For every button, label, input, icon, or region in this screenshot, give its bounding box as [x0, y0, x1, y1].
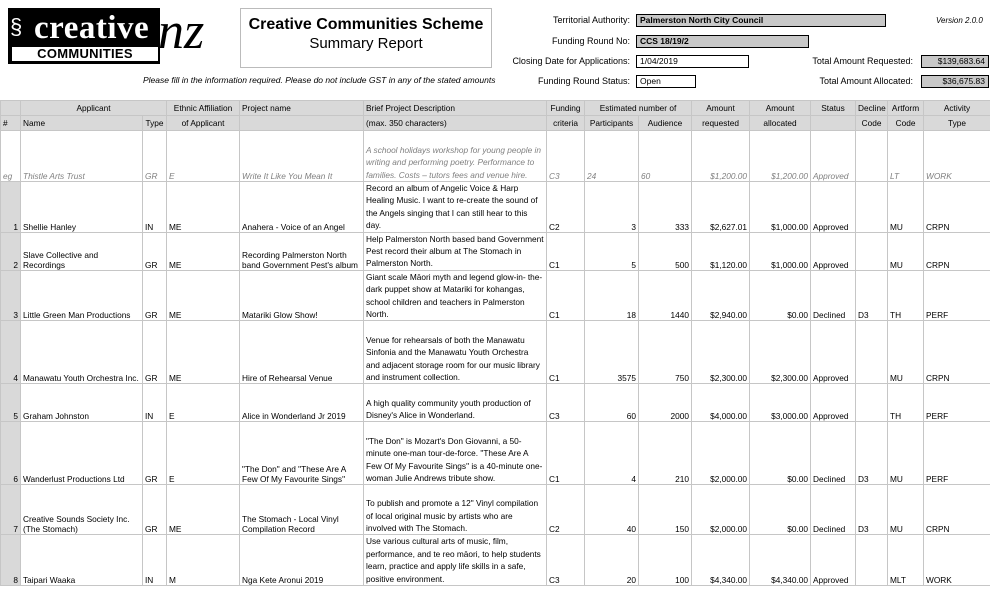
amount-requested[interactable]: $2,000.00 [692, 422, 750, 485]
artform-code[interactable]: LT [888, 131, 924, 182]
header-amount-requested: Amount [692, 101, 750, 116]
table-row [1, 485, 990, 535]
participants[interactable]: 4 [585, 422, 639, 485]
amount-requested[interactable]: $4,000.00 [692, 384, 750, 422]
amount-allocated[interactable]: $3,000.00 [750, 384, 811, 422]
total-requested-label: Total Amount Requested: [812, 56, 913, 66]
audience[interactable]: 500 [639, 232, 692, 270]
decline-code[interactable]: D3 [856, 485, 888, 535]
row-number: 3 [1, 270, 21, 321]
project-description[interactable]: "The Don" is Mozart's Don Giovanni, a 50-minute one-man tour-de-force. "These Are A Few Of My Favourite Sings" is a 40-minute one-woman Julie Andrews tribute show. [364, 422, 547, 485]
logo-word-nz: nz [158, 3, 205, 60]
applicant-name[interactable]: Little Green Man Productions [21, 270, 143, 321]
project-name[interactable]: Matariki Glow Show! [240, 270, 364, 321]
audience[interactable]: 750 [639, 321, 692, 384]
artform-code[interactable]: MU [888, 232, 924, 270]
artform-code[interactable]: MLT [888, 535, 924, 586]
row-number: 4 [1, 321, 21, 384]
header-artform-2: Code [888, 116, 924, 131]
header-estimated: Estimated number of [585, 101, 692, 116]
applicant-name[interactable]: Shellie Hanley [21, 182, 143, 233]
decline-code[interactable] [856, 384, 888, 422]
amount-allocated[interactable]: $1,200.00 [750, 131, 811, 182]
header-activity: Activity [924, 101, 990, 116]
funding-criteria[interactable]: C2 [547, 182, 585, 233]
ethnic-affiliation[interactable]: ME [167, 485, 240, 535]
status[interactable]: Approved [811, 535, 856, 586]
applicant-name[interactable]: Creative Sounds Society Inc. (The Stomach) [21, 485, 143, 535]
funding-criteria[interactable]: C2 [547, 485, 585, 535]
closing-date-label: Closing Date for Applications: [512, 56, 630, 66]
project-description[interactable]: To publish and promote a 12" Vinyl compilation of local original music by artists who are involved with The Stomach. [364, 485, 547, 535]
applicant-name[interactable]: Slave Collective and Recordings [21, 232, 143, 270]
header-name: Name [21, 116, 143, 131]
total-requested-value: $139,683.64 [921, 55, 989, 68]
header-applicant: Applicant [21, 101, 167, 116]
header-hash: # [1, 116, 21, 131]
funding-criteria[interactable]: C1 [547, 270, 585, 321]
funding-criteria[interactable]: C3 [547, 535, 585, 586]
activity-type[interactable]: CRPN [924, 321, 990, 384]
participants[interactable]: 40 [585, 485, 639, 535]
decline-code[interactable]: D3 [856, 422, 888, 485]
artform-code[interactable]: MU [888, 182, 924, 233]
header-row-2 [1, 116, 990, 131]
participants[interactable]: 18 [585, 270, 639, 321]
decline-code[interactable]: D3 [856, 270, 888, 321]
project-name[interactable]: Hire of Rehearsal Venue [240, 321, 364, 384]
decline-code[interactable] [856, 131, 888, 182]
audience[interactable]: 150 [639, 485, 692, 535]
header-participants: Participants [585, 116, 639, 131]
activity-type[interactable]: PERF [924, 422, 990, 485]
header-status: Status [811, 101, 856, 116]
amount-requested[interactable]: $1,200.00 [692, 131, 750, 182]
applicant-type[interactable]: GR [143, 232, 167, 270]
header-project: Project name [240, 101, 364, 116]
artform-code[interactable]: MU [888, 422, 924, 485]
applicant-type[interactable]: GR [143, 422, 167, 485]
amount-requested[interactable]: $2,000.00 [692, 485, 750, 535]
applicant-type[interactable]: IN [143, 384, 167, 422]
applicant-type[interactable]: GR [143, 485, 167, 535]
closing-date-field[interactable]: 1/04/2019 [636, 55, 749, 68]
report-title: Creative Communities Scheme [248, 16, 484, 33]
amount-requested[interactable]: $2,940.00 [692, 270, 750, 321]
amount-requested[interactable]: $4,340.00 [692, 535, 750, 586]
project-description[interactable]: Record an album of Angelic Voice & Harp Healing Music. I want to re-create the sound of the Angels singing that I can still hear to this day. [364, 182, 547, 233]
logo-word-creative: creative [34, 10, 150, 46]
project-name[interactable]: Anahera - Voice of an Angel [240, 182, 364, 233]
activity-type[interactable]: CRPN [924, 182, 990, 233]
funding-criteria[interactable]: C1 [547, 422, 585, 485]
participants[interactable]: 3575 [585, 321, 639, 384]
activity-type[interactable]: WORK [924, 535, 990, 586]
artform-code[interactable]: TH [888, 384, 924, 422]
funding-round-status-label: Funding Round Status: [537, 76, 630, 86]
participants[interactable]: 3 [585, 182, 639, 233]
status[interactable]: Declined [811, 485, 856, 535]
row-number: 7 [1, 485, 21, 535]
header-amount-allocated: Amount [750, 101, 811, 116]
activity-type[interactable]: CRPN [924, 485, 990, 535]
header-cell [1, 101, 21, 116]
project-description[interactable]: Help Palmerston North based band Government Pest record their album at The Stomach in Palmerston North. [364, 232, 547, 270]
artform-code[interactable]: TH [888, 270, 924, 321]
amount-requested[interactable]: $2,627.01 [692, 182, 750, 233]
amount-requested[interactable]: $1,120.00 [692, 232, 750, 270]
header-ethnic: Ethnic Affiliation [167, 101, 240, 116]
artform-code[interactable]: MU [888, 485, 924, 535]
header-decline: Decline [856, 101, 888, 116]
applications-table [0, 100, 990, 586]
ethnic-affiliation[interactable]: E [167, 422, 240, 485]
applicant-type[interactable]: GR [143, 321, 167, 384]
ethnic-affiliation[interactable]: E [167, 384, 240, 422]
header-brief: Brief Project Description [364, 101, 547, 116]
header-type: Type [143, 116, 167, 131]
amount-allocated[interactable]: $0.00 [750, 270, 811, 321]
amount-allocated[interactable]: $1,000.00 [750, 182, 811, 233]
project-description[interactable]: Use various cultural arts of music, film, performance, and te reo māori, to help students learn, practice and apply life skills in a safe, positive environment. [364, 535, 547, 586]
status[interactable]: Approved [811, 182, 856, 233]
project-name[interactable]: "The Don" and "These Are A Few Of My Favourite Sings" [240, 422, 364, 485]
header-brief-2: (max. 350 characters) [364, 116, 547, 131]
header-requested-2: requested [692, 116, 750, 131]
table-row [1, 232, 990, 270]
funding-criteria[interactable]: C1 [547, 321, 585, 384]
header-row-1 [1, 101, 990, 116]
funding-criteria[interactable]: C3 [547, 384, 585, 422]
header-funding: Funding [547, 101, 585, 116]
ethnic-affiliation[interactable]: ME [167, 182, 240, 233]
artform-code[interactable]: MU [888, 321, 924, 384]
ethnic-affiliation[interactable]: E [167, 131, 240, 182]
decline-code[interactable] [856, 535, 888, 586]
table-row [1, 384, 990, 422]
table-row [1, 270, 990, 321]
amount-allocated[interactable]: $0.00 [750, 485, 811, 535]
audience[interactable]: 60 [639, 131, 692, 182]
amount-requested[interactable]: $2,300.00 [692, 321, 750, 384]
header-cell [811, 116, 856, 131]
swirl-icon: § [10, 14, 23, 39]
activity-type[interactable]: WORK [924, 131, 990, 182]
project-description[interactable]: Giant scale Māori myth and legend glow-in- the-dark puppet show at Matariki for kohangas, school children and teachers in Palmerston North. [364, 270, 547, 321]
status[interactable]: Approved [811, 232, 856, 270]
row-number: 8 [1, 535, 21, 586]
instruction-text: Please fill in the information required. Please do not include GST in any of the stated amounts [143, 75, 496, 85]
project-description[interactable]: A school holidays workshop for young people in writing and performing poetry. Performance to families. Costs – tutors fees and venue hire. [364, 131, 547, 182]
applicant-name[interactable]: Thistle Arts Trust [21, 131, 143, 182]
status[interactable]: Declined [811, 422, 856, 485]
amount-allocated[interactable]: $1,000.00 [750, 232, 811, 270]
report-subtitle: Summary Report [309, 35, 423, 52]
participants[interactable]: 24 [585, 131, 639, 182]
audience[interactable]: 210 [639, 422, 692, 485]
row-number: 5 [1, 384, 21, 422]
funding-criteria[interactable]: C3 [547, 131, 585, 182]
funding-round-no-label: Funding Round No: [551, 36, 630, 46]
ethnic-affiliation[interactable]: ME [167, 270, 240, 321]
amount-allocated[interactable]: $4,340.00 [750, 535, 811, 586]
applicant-type[interactable]: IN [143, 182, 167, 233]
project-name[interactable]: Recording Palmerston North band Government Pest's album [240, 232, 364, 270]
header-cell [240, 116, 364, 131]
project-name[interactable]: The Stomach - Local Vinyl Compilation Record [240, 485, 364, 535]
header-audience: Audience [639, 116, 692, 131]
audience[interactable]: 333 [639, 182, 692, 233]
audience[interactable]: 1440 [639, 270, 692, 321]
participants[interactable]: 60 [585, 384, 639, 422]
logo-word-communities: COMMUNITIES [12, 47, 158, 61]
applicant-name[interactable]: Manawatu Youth Orchestra Inc. [21, 321, 143, 384]
applicant-type[interactable]: GR [143, 270, 167, 321]
header-activity-2: Type [924, 116, 990, 131]
funding-round-status-field[interactable]: Open [636, 75, 696, 88]
project-name[interactable]: Alice in Wonderland Jr 2019 [240, 384, 364, 422]
audience[interactable]: 2000 [639, 384, 692, 422]
report-title-box [240, 8, 492, 68]
status[interactable]: Approved [811, 384, 856, 422]
ethnic-affiliation[interactable]: M [167, 535, 240, 586]
activity-type[interactable]: PERF [924, 384, 990, 422]
project-description[interactable]: A high quality community youth production of Disney's Alice in Wonderland. [364, 384, 547, 422]
creative-nz-logo [8, 3, 238, 64]
funding-round-no-field[interactable]: CCS 18/19/2 [636, 35, 809, 48]
table-row [1, 535, 990, 586]
decline-code[interactable] [856, 232, 888, 270]
header-ethnic-2: of Applicant [167, 116, 240, 131]
ethnic-affiliation[interactable]: ME [167, 321, 240, 384]
version-text: Version 2.0.0 [936, 16, 983, 25]
header-allocated-2: allocated [750, 116, 811, 131]
applicant-name[interactable]: Graham Johnston [21, 384, 143, 422]
amount-allocated[interactable]: $0.00 [750, 422, 811, 485]
row-number: 2 [1, 232, 21, 270]
applicant-type[interactable]: GR [143, 131, 167, 182]
territorial-authority-label: Territorial Authority: [552, 15, 630, 25]
example-row [1, 131, 990, 182]
total-allocated-label: Total Amount Allocated: [819, 76, 913, 86]
decline-code[interactable] [856, 182, 888, 233]
funding-criteria[interactable]: C1 [547, 232, 585, 270]
project-name[interactable]: Write It Like You Mean It [240, 131, 364, 182]
table-row [1, 321, 990, 384]
applicant-name[interactable]: Taipari Waaka [21, 535, 143, 586]
status[interactable]: Approved [811, 131, 856, 182]
row-number: 1 [1, 182, 21, 233]
decline-code[interactable] [856, 321, 888, 384]
header-funding-2: criteria [547, 116, 585, 131]
header-decline-2: Code [856, 116, 888, 131]
header-artform: Artform [888, 101, 924, 116]
status[interactable]: Approved [811, 321, 856, 384]
activity-type[interactable]: PERF [924, 270, 990, 321]
row-number: 6 [1, 422, 21, 485]
ethnic-affiliation[interactable]: ME [167, 232, 240, 270]
row-number: eg [1, 131, 21, 182]
territorial-authority-field[interactable]: Palmerston North City Council [636, 14, 886, 27]
logo-black-box [8, 8, 160, 64]
table-row [1, 182, 990, 233]
amount-allocated[interactable]: $2,300.00 [750, 321, 811, 384]
audience[interactable]: 100 [639, 535, 692, 586]
project-description[interactable]: Venue for rehearsals of both the Manawatu Sinfonia and the Manawatu Youth Orchestra and adjacent storage room for our music library and instrument collection. [364, 321, 547, 384]
participants[interactable]: 5 [585, 232, 639, 270]
project-name[interactable]: Nga Kete Aronui 2019 [240, 535, 364, 586]
activity-type[interactable]: CRPN [924, 232, 990, 270]
participants[interactable]: 20 [585, 535, 639, 586]
status[interactable]: Declined [811, 270, 856, 321]
applicant-type[interactable]: IN [143, 535, 167, 586]
applicant-name[interactable]: Wanderlust Productions Ltd [21, 422, 143, 485]
table-row [1, 422, 990, 485]
total-allocated-value: $36,675.83 [921, 75, 989, 88]
